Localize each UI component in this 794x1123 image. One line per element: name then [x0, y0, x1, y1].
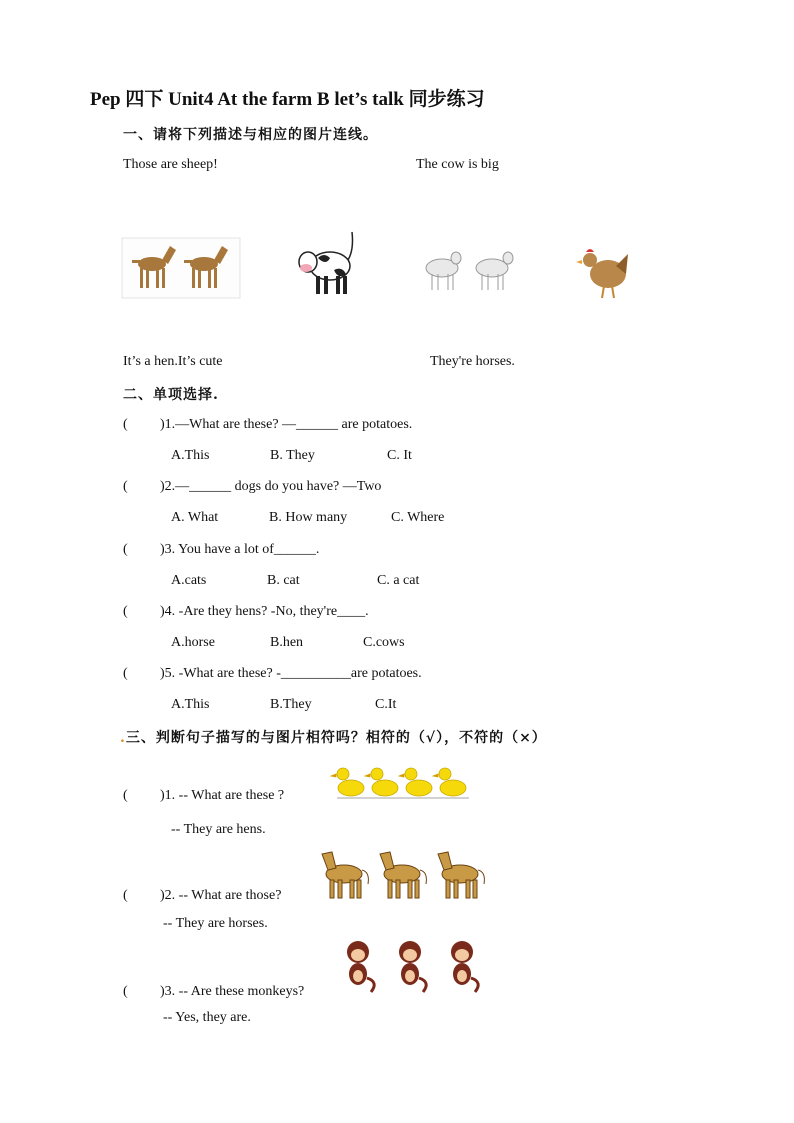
option-a: A. What	[171, 510, 219, 525]
sheep-icon	[476, 252, 513, 290]
option-a: A.This	[171, 697, 210, 712]
hen-icon	[576, 249, 628, 298]
heading-prefix: .	[120, 730, 126, 746]
question-1: )1.—What are these? —______ are potatoes.	[160, 417, 413, 432]
section1-heading: 一、请将下列描述与相应的图片连线。	[123, 127, 378, 143]
sheep-icon	[426, 252, 461, 290]
section3-heading-text: 三、判断句子描写的与图片相符吗？相符的（√），不符的（×）	[125, 730, 547, 746]
judge-question-1: )1. -- What are these ?	[160, 788, 285, 803]
answer-paren: (	[123, 604, 128, 619]
judge-answer-2: -- They are horses.	[163, 916, 268, 931]
judge-answer-1: -- They are hens.	[171, 822, 266, 837]
judge-question-3: )3. -- Are these monkeys?	[160, 984, 305, 999]
answer-paren: (	[123, 542, 128, 557]
option-c: C.cows	[363, 635, 405, 650]
option-c: C. Where	[391, 510, 445, 525]
cow-picture	[296, 230, 356, 298]
section2-heading: 二、单项选择.	[123, 387, 219, 403]
duck-icon	[365, 768, 398, 796]
horse-icon	[322, 852, 368, 898]
option-a: A.cats	[171, 573, 207, 588]
option-c: C. It	[387, 448, 412, 463]
question-3: )3. You have a lot of______.	[160, 542, 320, 557]
option-b: B. How many	[269, 510, 348, 525]
horse-icon	[438, 852, 484, 898]
match-text-hen: It’s a hen.It’s cute	[123, 354, 223, 369]
answer-paren: (	[123, 984, 128, 999]
match-text-horses: They're horses.	[430, 354, 515, 369]
duck-icon	[399, 768, 432, 796]
option-b: B.They	[270, 697, 312, 712]
horse-pair-picture	[122, 238, 240, 298]
match-text-cow: The cow is big	[416, 157, 499, 172]
option-a: A.horse	[171, 635, 215, 650]
hen-picture	[580, 244, 630, 299]
judge-answer-3: -- Yes, they are.	[163, 1010, 251, 1025]
page-title: Pep 四下 Unit4 At the farm B let’s talk 同步练习	[90, 89, 485, 110]
option-c: C. a cat	[377, 573, 420, 588]
monkey-icon	[399, 941, 426, 992]
monkeys-picture	[340, 938, 496, 994]
answer-paren: (	[123, 788, 128, 803]
answer-paren: (	[123, 417, 128, 432]
option-a: A.This	[171, 448, 210, 463]
duck-icon	[331, 768, 364, 796]
question-4: )4. -Are they hens? -No, they're____.	[160, 604, 369, 619]
option-b: B. They	[270, 448, 315, 463]
horses-picture	[314, 848, 494, 902]
question-5: )5. -What are these? -__________are potatoes.	[160, 666, 422, 681]
horse-icon	[380, 852, 426, 898]
sheep-pair-picture	[420, 244, 520, 294]
answer-paren: (	[123, 888, 128, 903]
section3-heading	[120, 727, 547, 747]
question-2: )2.—______ dogs do you have? —Two	[160, 479, 382, 494]
monkey-icon	[451, 941, 478, 992]
option-b: B.hen	[270, 635, 304, 650]
match-text-sheep: Those are sheep!	[123, 157, 218, 172]
answer-paren: (	[123, 479, 128, 494]
judge-question-2: )2. -- What are those?	[160, 888, 282, 903]
cow-icon	[299, 232, 353, 294]
option-b: B. cat	[267, 573, 300, 588]
option-c: C.It	[375, 697, 397, 712]
duck-icon	[433, 768, 466, 796]
monkey-icon	[347, 941, 374, 992]
ducks-picture	[333, 762, 473, 802]
answer-paren: (	[123, 666, 128, 681]
